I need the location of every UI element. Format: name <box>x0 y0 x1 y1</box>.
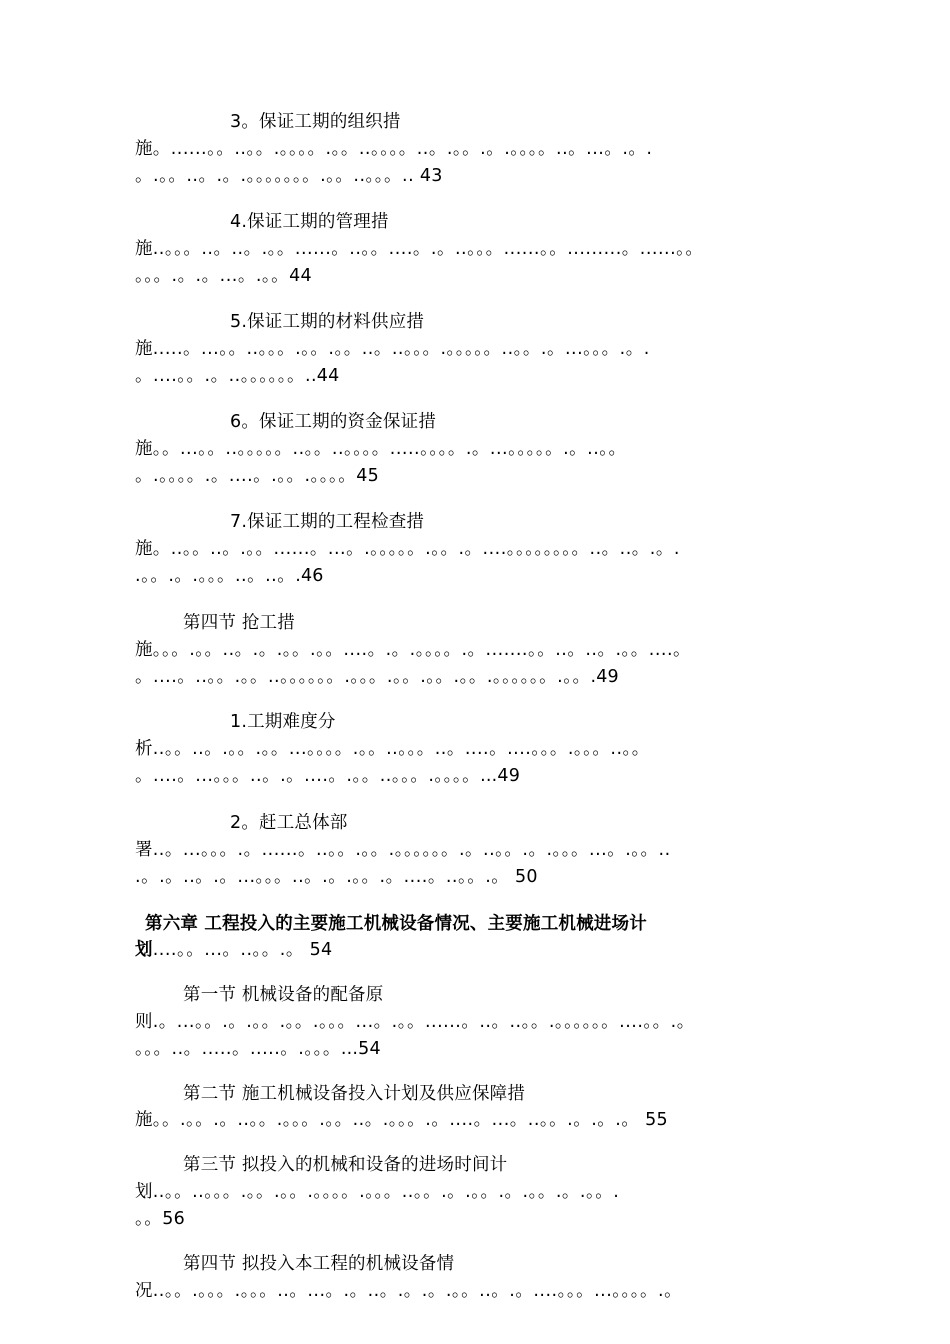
toc-entry-leader-line: 施。......。。..。。.。。。。.。。..。。。。..。.。。.。.。。。。..。...。.。. <box>135 139 653 159</box>
toc-page-number: 44 <box>289 266 312 286</box>
toc-entry-leader-line: .。。.。.。。。..。..。.46 <box>135 566 324 586</box>
toc-entry-title: 第二节 施工机械设备投入计划及供应保障措 <box>183 1084 526 1104</box>
toc-entry-title: 1.工期难度分 <box>230 712 336 732</box>
toc-entry-leader-line: 署..。...。。。.。......。..。。.。。.。。。。。。.。..。。.。.。。。...。.。。.. <box>135 840 671 860</box>
toc-entry-leader-line: 划....。。...。..。。.。 54 <box>135 940 333 960</box>
toc-entry-leader-line: 。。。..。.....。.....。.。。。...54 <box>135 1039 381 1059</box>
toc-entry-leader-line: 则.。...。。.。.。。.。。.。。。...。.。。......。..。..。。.。。。。。。....。。.。 <box>135 1012 695 1032</box>
toc-page-number: .44 <box>311 366 340 386</box>
toc-entry-leader-line: 。....。..。。.。。..。。。。。。.。。。.。。.。。.。。.。。。。。。.。。.49 <box>135 667 619 687</box>
toc-entry-title: 6。保证工期的资金保证措 <box>230 412 437 432</box>
toc-page-number: 45 <box>356 466 379 486</box>
toc-entry-leader-line: 。。56 <box>135 1209 185 1229</box>
toc-entry-leader-line: 施。。。.。。..。.。.。。.。。....。.。.。。。。.。.......。。..。..。.。。....。 <box>135 640 692 660</box>
toc-page-number: ...54 <box>340 1039 381 1059</box>
toc-entry-leader-line: 施。。...。。..。。。。。..。。..。。。。.....。。。。.。...。。。。。.。..。。 <box>135 439 627 459</box>
toc-entry-title: 第三节 拟投入的机械和设备的进场时间计 <box>183 1155 508 1175</box>
toc-page-number: 54 <box>309 940 333 960</box>
toc-entry-title: 7.保证工期的工程检查措 <box>230 512 425 532</box>
toc-entry-leader-line: 。.。。。。.。....。.。。.。。。。45 <box>135 466 379 486</box>
toc-entry-leader-line: 。。。.。.。...。.。。44 <box>135 266 312 286</box>
toc-entry-leader-line: 。....。...。。。..。.。....。.。。..。。。.。。。。...49 <box>135 766 521 786</box>
toc-entry-title: 第四节 拟投入本工程的机械设备情 <box>183 1254 455 1274</box>
toc-chapter-title: 第六章 工程投入的主要施工机械设备情况、主要施工机械进场计 <box>145 914 647 934</box>
toc-entry-title: 第四节 抢工措 <box>183 613 295 633</box>
toc-page-number: ...49 <box>480 766 521 786</box>
toc-entry-title: 5.保证工期的材料供应措 <box>230 312 425 332</box>
toc-page-number: .49 <box>590 667 619 687</box>
toc-page-number: 43 <box>419 166 443 186</box>
toc-entry-leader-line: 析..。。..。.。。.。。...。。。。.。。..。。。..。....。....。。。.。。。..。。 <box>135 739 650 759</box>
toc-entry-leader-line: 施。..。。..。.。。......。...。.。。。。。.。。.。....。。。。。。。。..。..。.。. <box>135 539 680 559</box>
toc-entry-title: 2。赶工总体部 <box>230 813 348 833</box>
toc-entry-leader-line: 况..。。.。。。.。。。..。...。.。..。.。.。.。。..。.。....。。。...。。。。.。 <box>135 1281 683 1301</box>
toc-entry-title: 第一节 机械设备的配备原 <box>183 985 384 1005</box>
toc-page-number: 55 <box>645 1110 668 1130</box>
toc-entry-title: 3。保证工期的组织措 <box>230 112 401 132</box>
toc-entry-title: 4.保证工期的管理措 <box>230 212 389 232</box>
toc-page-number: 56 <box>162 1209 185 1229</box>
toc-entry-leader-line: 。....。。.。..。。。。。。..44 <box>135 366 340 386</box>
toc-entry-leader-line: 施.....。...。。..。。。.。。.。。..。..。。。.。。。。。..。。.。...。。。.。. <box>135 339 650 359</box>
toc-page-number: .46 <box>295 566 324 586</box>
toc-entry-leader-line: 施。。.。。.。..。。.。。。.。。..。.。。。.。....。...。..。。.。.。.。 55 <box>135 1110 668 1130</box>
toc-entry-leader-line: 施..。。。..。..。.。。......。..。。....。.。..。。。......。。.........。......。。 <box>135 239 704 259</box>
toc-page-number: 50 <box>515 867 538 887</box>
toc-entry-leader-line: 划..。。..。。。.。。.。。.。。。。.。。。..。。.。.。。.。.。。.。.。。. <box>135 1182 620 1202</box>
toc-entry-leader-line: .。.。..。.。...。。。..。.。.。。.。....。..。。.。 50 <box>135 867 538 887</box>
toc-entry-leader-line: 。.。。..。.。.。。。。。。。.。。..。。。.. 43 <box>135 166 443 186</box>
